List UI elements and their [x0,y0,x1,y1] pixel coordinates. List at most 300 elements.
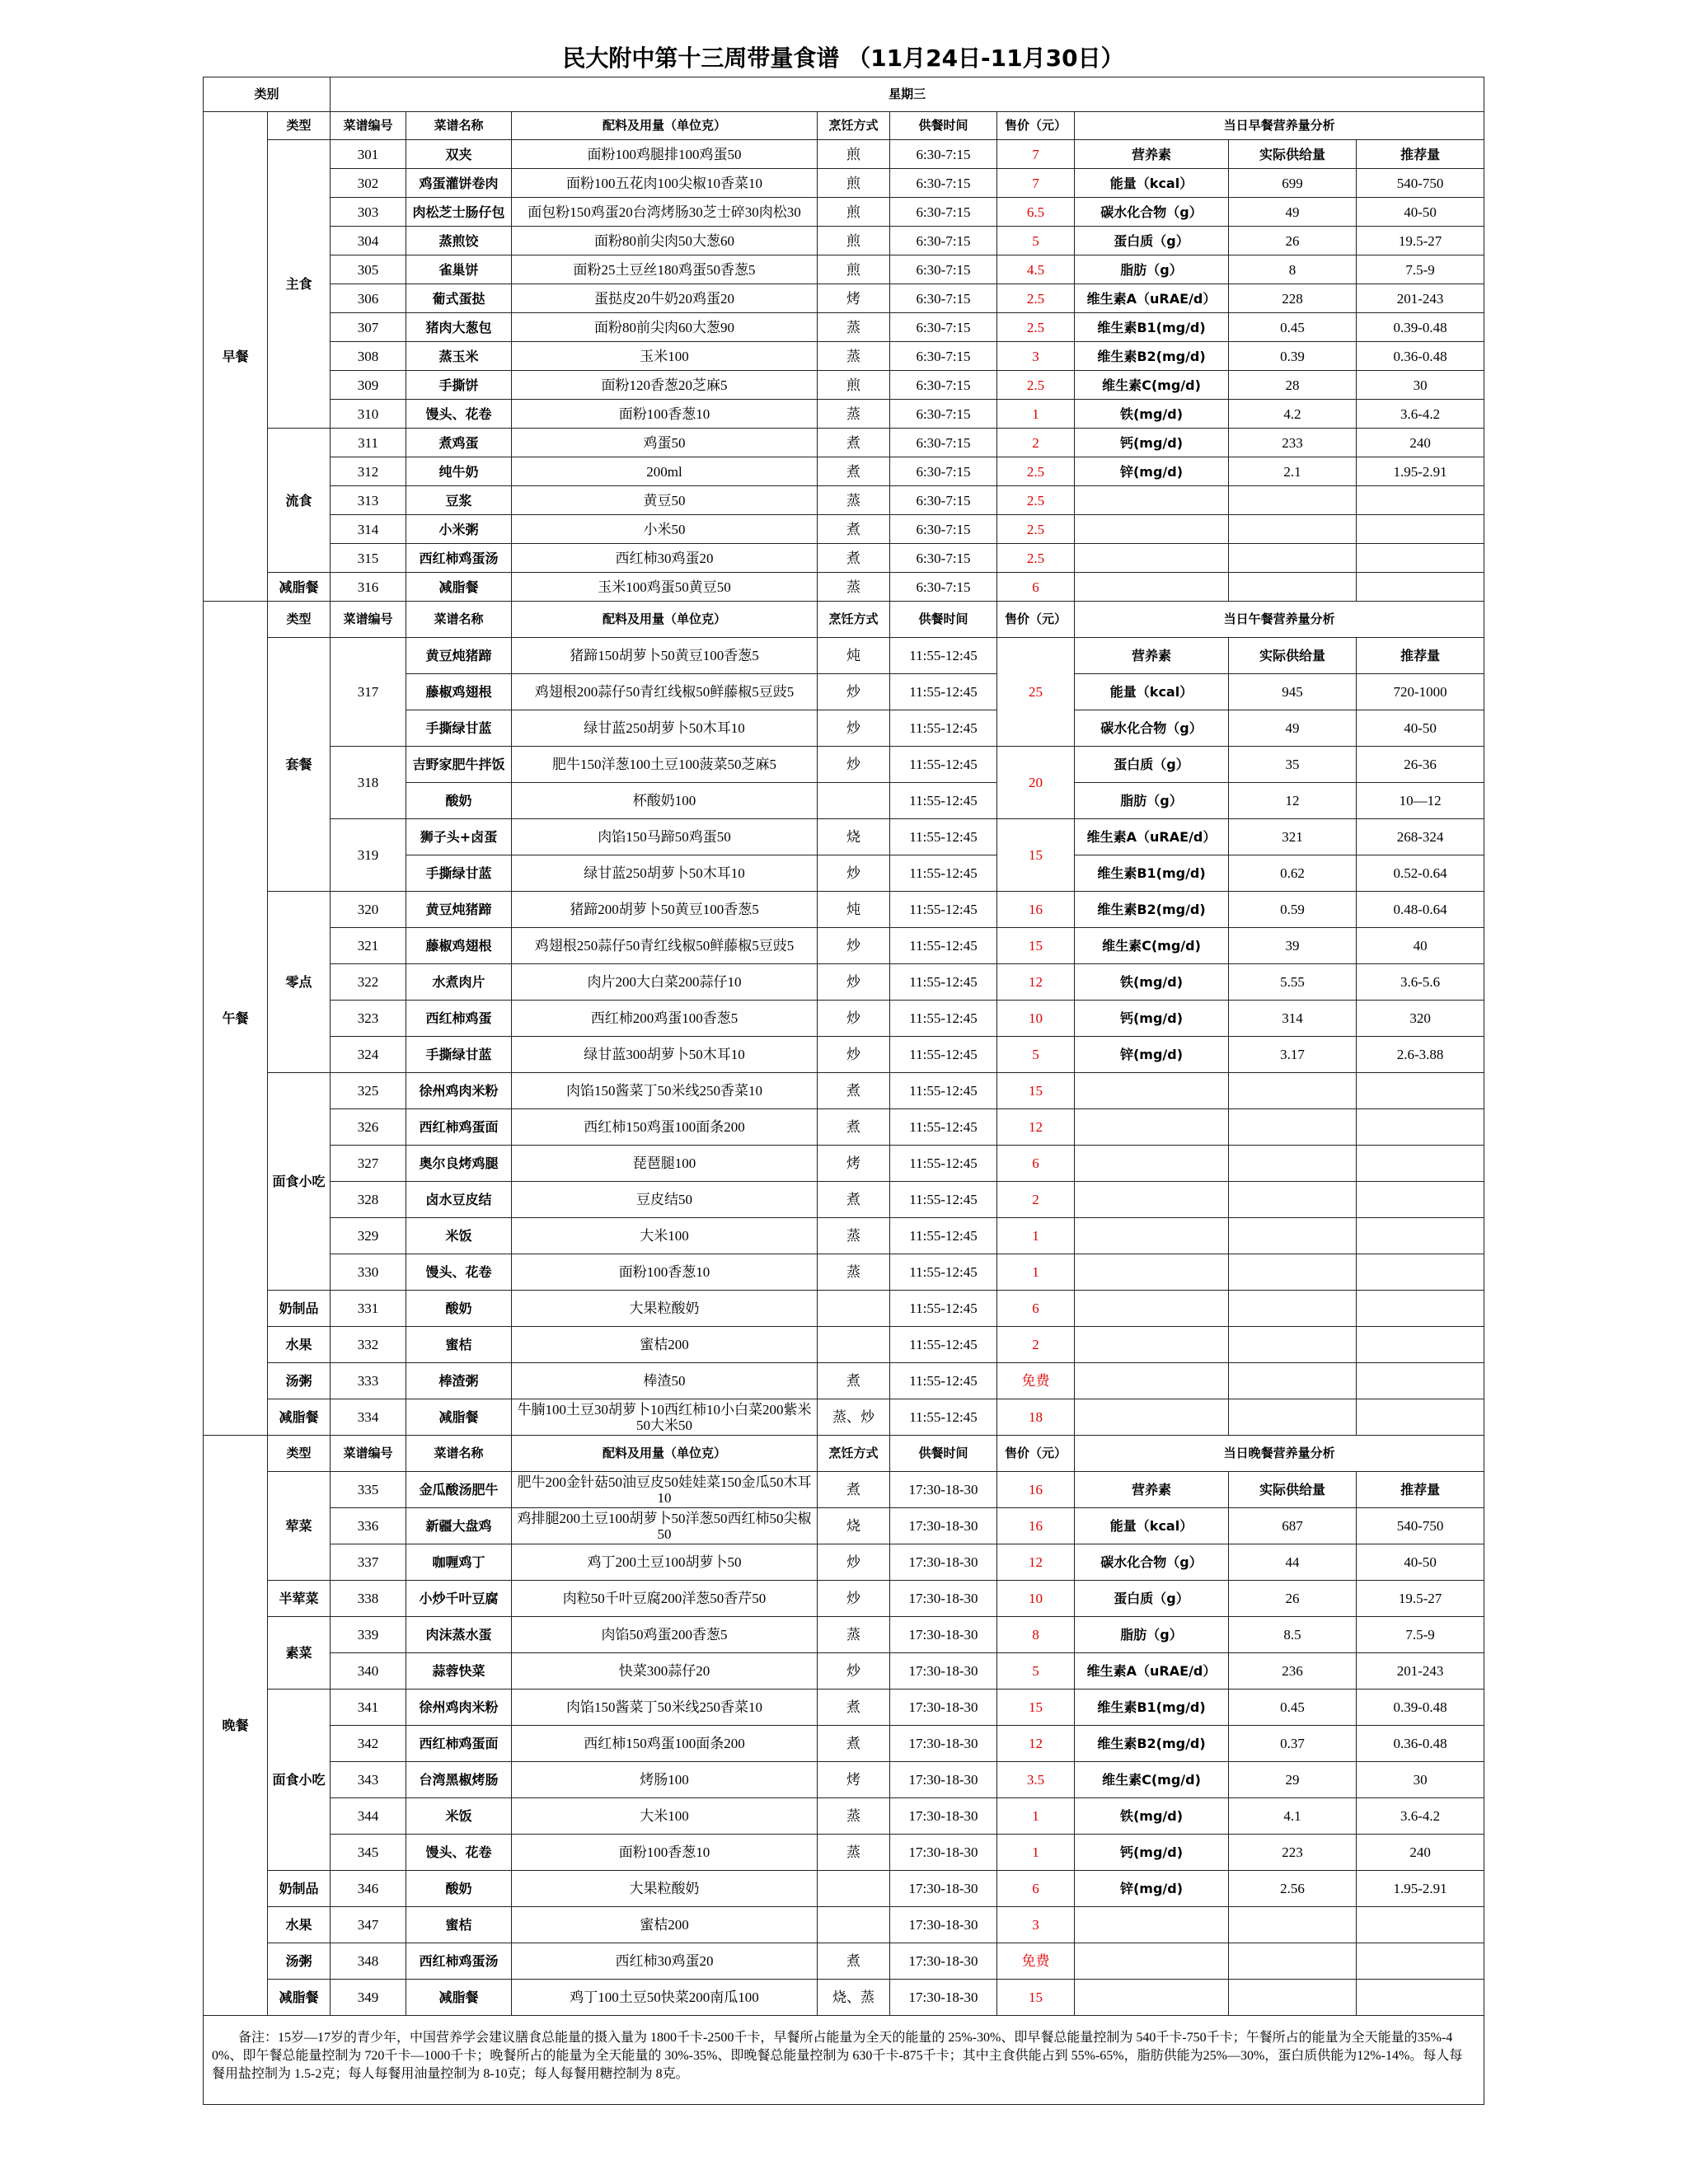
remarks-note: 备注：15岁—17岁的青少年，中国营养学会建议膳食总能量的摄入量为 1800千卡-2500千卡，早餐所占能量为全天的能量的 25%-30%、即早餐总能量控制为 540千卡-750千卡；午餐所占的能量为全天能量的35%-40%、即午餐总能量控制为 720千卡—1000千卡；晚餐所占的能量为全天能量的 30%-35%、即晚餐总能量控制为 630千卡-875千卡；其中主食供能占到 55%-65%，脂肪供能为25%—30%，蛋白质供能为12%-14%。每人每餐用盐控制为 1.5-2克；每人每餐用油量控制为 8-10克；每人每餐用糖控制为 8克。 [204,2016,1484,2105]
nutrient-recommended-value: 19.5-27 [1357,1581,1484,1617]
dish-row [204,400,1484,429]
nutrition-empty-cell [1075,1109,1229,1146]
dish-name: 金瓜酸汤肥牛 [406,1472,512,1508]
nutrition-empty-cell [1357,1399,1484,1436]
nutrient-name: 脂肪（g） [1075,255,1229,284]
nutrition-empty-cell [1229,1399,1357,1436]
meal-header-row [204,602,1484,638]
dish-cooking-method: 蒸 [818,1798,890,1835]
nutrition-empty-cell [1357,1943,1484,1980]
dish-row [204,892,1484,928]
dish-row [204,1762,1484,1798]
dish-price: 3 [997,342,1075,371]
dish-serving-time: 6:30-7:15 [890,486,997,515]
meal-label: 晚餐 [204,1436,268,2016]
dish-cooking-method [818,1327,890,1363]
nutrient-name: 铁(mg/d) [1075,1798,1229,1835]
dish-serving-time: 11:55-12:45 [890,855,997,892]
dish-cooking-method: 炖 [818,638,890,674]
dish-row [204,198,1484,227]
dish-ingredients: 玉米100 [512,342,818,371]
dish-ingredients: 肉馅150酱菜丁50米线250香菜10 [512,1073,818,1109]
dish-name: 肉松芝士肠仔包 [406,198,512,227]
dish-row [204,1254,1484,1291]
dish-code: 333 [331,1363,406,1399]
nutrient-actual-value: 5.55 [1229,964,1357,1001]
column-header-price: 售价（元） [997,1436,1075,1472]
nutrition-empty-cell [1357,1291,1484,1327]
nutrient-recommended-value: 540-750 [1357,1508,1484,1544]
dish-row [204,819,1484,855]
dish-price: 1 [997,1254,1075,1291]
dish-row [204,1726,1484,1762]
dish-name: 西红柿鸡蛋汤 [406,1943,512,1980]
dish-cooking-method: 烤 [818,284,890,313]
nutrient-actual-value: 28 [1229,371,1357,400]
dish-serving-time: 17:30-18-30 [890,1690,997,1726]
weekday-header: 星期三 [331,77,1484,112]
dish-row [204,169,1484,198]
dish-name: 馒头、花卷 [406,1254,512,1291]
dish-ingredients: 肥牛150洋葱100土豆100菠菜50芝麻5 [512,747,818,783]
nutrient-name: 维生素B1(mg/d) [1075,1690,1229,1726]
nutrient-name: 碳水化合物（g） [1075,710,1229,747]
nutrition-empty-cell [1075,486,1229,515]
dish-cooking-method: 煮 [818,544,890,573]
dish-code: 335 [331,1472,406,1508]
dish-serving-time: 11:55-12:45 [890,747,997,783]
nutrient-actual-value: 699 [1229,169,1357,198]
dish-name: 蒸煎饺 [406,227,512,255]
column-header-code: 菜谱编号 [331,1436,406,1472]
nutrient-recommended-value: 201-243 [1357,1653,1484,1690]
column-header-time: 供餐时间 [890,1436,997,1472]
dish-price: 2.5 [997,515,1075,544]
nutrition-analysis-title: 当日早餐营养量分析 [1075,112,1484,140]
dish-price: 10 [997,1581,1075,1617]
category-header: 类别 [204,77,331,112]
nutrition-column-recommended: 推荐量 [1357,1472,1484,1508]
nutrient-actual-value: 687 [1229,1508,1357,1544]
column-header-ingredients: 配料及用量（单位克） [512,602,818,638]
dish-row [204,227,1484,255]
dish-ingredients: 鸡排腿200土豆100胡萝卜50洋葱50西红柿50尖椒50 [512,1508,818,1544]
dish-cooking-method: 煎 [818,140,890,169]
dish-cooking-method: 煎 [818,169,890,198]
dish-cooking-method: 煮 [818,1109,890,1146]
dish-serving-time: 11:55-12:45 [890,674,997,710]
dish-cooking-method: 煮 [818,1182,890,1218]
dish-serving-time: 11:55-12:45 [890,783,997,819]
nutrient-actual-value: 8 [1229,255,1357,284]
dish-row [204,140,1484,169]
dish-name: 手撕绿甘蓝 [406,1037,512,1073]
dish-ingredients: 西红柿30鸡蛋20 [512,544,818,573]
dish-name: 徐州鸡肉米粉 [406,1073,512,1109]
column-header-type: 类型 [268,602,331,638]
dish-price: 7 [997,169,1075,198]
dish-ingredients: 蛋挞皮20牛奶20鸡蛋20 [512,284,818,313]
nutrient-recommended-value: 2.6-3.88 [1357,1037,1484,1073]
dish-serving-time: 11:55-12:45 [890,710,997,747]
dish-type: 零点 [268,892,331,1073]
dish-serving-time: 11:55-12:45 [890,1399,997,1436]
remarks-row [204,2016,1484,2105]
nutrient-name: 维生素A（uRAE/d） [1075,1653,1229,1690]
dish-price: 免费 [997,1943,1075,1980]
dish-ingredients: 肥牛200金针菇50油豆皮50娃娃菜150金瓜50木耳10 [512,1472,818,1508]
dish-code: 304 [331,227,406,255]
dish-row [204,1218,1484,1254]
nutrition-empty-cell [1229,1146,1357,1182]
nutrient-recommended-value: 1.95-2.91 [1357,457,1484,486]
dish-ingredients: 肉粒50千叶豆腐200洋葱50香芹50 [512,1581,818,1617]
dish-cooking-method: 炒 [818,855,890,892]
dish-ingredients: 鸡丁100土豆50快菜200南瓜100 [512,1980,818,2016]
dish-price: 5 [997,1037,1075,1073]
dish-cooking-method: 蒸 [818,342,890,371]
dish-ingredients: 猪蹄150胡萝卜50黄豆100香葱5 [512,638,818,674]
dish-name: 蜜桔 [406,1907,512,1943]
dish-price: 1 [997,1835,1075,1871]
dish-cooking-method: 蒸 [818,1254,890,1291]
nutrition-empty-cell [1075,1980,1229,2016]
dish-ingredients: 琵琶腿100 [512,1146,818,1182]
table-top-header-row [204,77,1484,112]
dish-code: 321 [331,928,406,964]
dish-cooking-method: 煎 [818,198,890,227]
dish-row [204,486,1484,515]
dish-price: 2 [997,1327,1075,1363]
dish-code: 309 [331,371,406,400]
nutrition-empty-cell [1075,1073,1229,1109]
nutrition-column-nutrient: 营养素 [1075,140,1229,169]
dish-name: 馒头、花卷 [406,400,512,429]
dish-type: 减脂餐 [268,1399,331,1436]
nutrition-empty-cell [1229,1291,1357,1327]
dish-serving-time: 11:55-12:45 [890,1254,997,1291]
dish-cooking-method [818,1871,890,1907]
dish-price: 3.5 [997,1762,1075,1798]
nutrition-empty-cell [1075,1943,1229,1980]
column-header-type: 类型 [268,112,331,140]
dish-serving-time: 17:30-18-30 [890,1762,997,1798]
nutrient-actual-value: 0.39 [1229,342,1357,371]
dish-cooking-method: 烧 [818,1508,890,1544]
dish-code: 347 [331,1907,406,1943]
dish-price: 16 [997,1472,1075,1508]
dish-serving-time: 17:30-18-30 [890,1980,997,2016]
dish-cooking-method: 炒 [818,1001,890,1037]
dish-serving-time: 6:30-7:15 [890,284,997,313]
nutrition-empty-cell [1229,486,1357,515]
dish-name: 减脂餐 [406,1980,512,2016]
dish-name: 西红柿鸡蛋面 [406,1109,512,1146]
nutrition-empty-cell [1229,1943,1357,1980]
nutrient-recommended-value: 0.36-0.48 [1357,342,1484,371]
dish-cooking-method: 炒 [818,710,890,747]
dish-cooking-method: 蒸 [818,486,890,515]
dish-cooking-method: 煮 [818,1726,890,1762]
nutrient-actual-value: 2.1 [1229,457,1357,486]
dish-code: 344 [331,1798,406,1835]
dish-price: 12 [997,964,1075,1001]
nutrition-empty-cell [1229,1182,1357,1218]
nutrient-recommended-value: 40-50 [1357,198,1484,227]
dish-name: 西红柿鸡蛋 [406,1001,512,1037]
dish-code: 313 [331,486,406,515]
dish-code: 310 [331,400,406,429]
dish-ingredients: 大果粒酸奶 [512,1871,818,1907]
nutrition-empty-cell [1357,1327,1484,1363]
dish-cooking-method: 炒 [818,928,890,964]
column-header-time: 供餐时间 [890,602,997,638]
dish-ingredients: 面粉25土豆丝180鸡蛋50香葱5 [512,255,818,284]
dish-ingredients: 绿甘蓝250胡萝卜50木耳10 [512,710,818,747]
dish-ingredients: 面粉100香葱10 [512,1835,818,1871]
nutrient-actual-value: 233 [1229,429,1357,457]
nutrient-actual-value: 26 [1229,1581,1357,1617]
dish-code: 349 [331,1980,406,2016]
dish-cooking-method: 煮 [818,1690,890,1726]
dish-row [204,1037,1484,1073]
dish-serving-time: 11:55-12:45 [890,1291,997,1327]
nutrient-actual-value: 39 [1229,928,1357,964]
nutrient-name: 维生素B2(mg/d) [1075,892,1229,928]
dish-serving-time: 11:55-12:45 [890,1327,997,1363]
dish-price: 2 [997,1182,1075,1218]
nutrition-column-recommended: 推荐量 [1357,140,1484,169]
dish-row [204,313,1484,342]
dish-code: 329 [331,1218,406,1254]
dish-name: 藤椒鸡翅根 [406,928,512,964]
dish-ingredients: 鸡翅根250蒜仔50青红线椒50鲜藤椒5豆豉5 [512,928,818,964]
dish-price: 2.5 [997,457,1075,486]
column-header-method: 烹饪方式 [818,1436,890,1472]
dish-name: 酸奶 [406,1291,512,1327]
dish-name: 豆浆 [406,486,512,515]
nutrition-empty-cell [1075,1399,1229,1436]
nutrition-empty-cell [1357,1146,1484,1182]
nutrient-actual-value: 4.2 [1229,400,1357,429]
nutrition-empty-cell [1075,1218,1229,1254]
dish-name: 新疆大盘鸡 [406,1508,512,1544]
nutrient-actual-value: 2.56 [1229,1871,1357,1907]
nutrient-actual-value: 35 [1229,747,1357,783]
nutrition-empty-cell [1075,544,1229,573]
dish-code: 305 [331,255,406,284]
dish-row [204,1835,1484,1871]
dish-row [204,1653,1484,1690]
dish-price: 2.5 [997,486,1075,515]
nutrient-actual-value: 3.17 [1229,1037,1357,1073]
dish-ingredients: 西红柿30鸡蛋20 [512,1943,818,1980]
dish-ingredients: 杯酸奶100 [512,783,818,819]
dish-price: 8 [997,1617,1075,1653]
nutrition-empty-cell [1357,1218,1484,1254]
dish-type: 套餐 [268,638,331,892]
nutrient-name: 铁(mg/d) [1075,400,1229,429]
nutrient-name: 钙(mg/d) [1075,1835,1229,1871]
dish-ingredients: 面粉100香葱10 [512,400,818,429]
nutrition-empty-cell [1357,573,1484,602]
nutrition-empty-cell [1229,1327,1357,1363]
dish-ingredients: 肉馅150酱菜丁50米线250香菜10 [512,1690,818,1726]
nutrient-name: 铁(mg/d) [1075,964,1229,1001]
dish-code: 334 [331,1399,406,1436]
dish-name: 蒜蓉快菜 [406,1653,512,1690]
dish-cooking-method: 蒸 [818,1835,890,1871]
nutrition-empty-cell [1357,1980,1484,2016]
meal-header-row [204,1436,1484,1472]
nutrient-name: 钙(mg/d) [1075,1001,1229,1037]
dish-name: 米饭 [406,1218,512,1254]
nutrient-actual-value: 223 [1229,1835,1357,1871]
nutrient-recommended-value: 240 [1357,1835,1484,1871]
dish-serving-time: 6:30-7:15 [890,169,997,198]
dish-row [204,928,1484,964]
dish-cooking-method: 炒 [818,1544,890,1581]
dish-code: 332 [331,1327,406,1363]
dish-name: 减脂餐 [406,1399,512,1436]
dish-code: 319 [331,819,406,892]
dish-ingredients: 玉米100鸡蛋50黄豆50 [512,573,818,602]
nutrition-empty-cell [1229,573,1357,602]
dish-name: 酸奶 [406,1871,512,1907]
nutrition-empty-cell [1357,1109,1484,1146]
dish-code: 315 [331,544,406,573]
dish-type: 流食 [268,429,331,573]
dish-price: 6 [997,573,1075,602]
column-header-time: 供餐时间 [890,112,997,140]
dish-code: 314 [331,515,406,544]
dish-name: 卤水豆皮结 [406,1182,512,1218]
dish-row [204,1399,1484,1436]
dish-name: 藤椒鸡翅根 [406,674,512,710]
nutrient-name: 维生素A（uRAE/d） [1075,819,1229,855]
dish-type: 素菜 [268,1617,331,1690]
nutrition-empty-cell [1229,1980,1357,2016]
dish-ingredients: 牛腩100土豆30胡萝卜10西红柿10小白菜200紫米50大米50 [512,1399,818,1436]
dish-code: 338 [331,1581,406,1617]
column-header-code: 菜谱编号 [331,112,406,140]
nutrient-recommended-value: 0.52-0.64 [1357,855,1484,892]
dish-ingredients: 鸡蛋50 [512,429,818,457]
nutrition-empty-cell [1229,1254,1357,1291]
column-header-code: 菜谱编号 [331,602,406,638]
dish-code: 328 [331,1182,406,1218]
nutrient-name: 钙(mg/d) [1075,429,1229,457]
dish-cooking-method: 炒 [818,674,890,710]
dish-serving-time: 6:30-7:15 [890,573,997,602]
dish-ingredients: 西红柿200鸡蛋100香葱5 [512,1001,818,1037]
nutrient-recommended-value: 30 [1357,1762,1484,1798]
nutrition-empty-cell [1075,1907,1229,1943]
nutrition-empty-cell [1357,1363,1484,1399]
dish-row [204,1798,1484,1835]
dish-code: 324 [331,1037,406,1073]
dish-row [204,1182,1484,1218]
dish-row [204,1073,1484,1109]
nutrition-empty-cell [1357,1073,1484,1109]
dish-name: 咖喱鸡丁 [406,1544,512,1581]
dish-row [204,457,1484,486]
dish-cooking-method: 煎 [818,227,890,255]
dish-cooking-method [818,783,890,819]
dish-price: 2.5 [997,544,1075,573]
dish-serving-time: 11:55-12:45 [890,1109,997,1146]
dish-cooking-method: 煮 [818,515,890,544]
dish-price: 16 [997,892,1075,928]
dish-ingredients: 猪蹄200胡萝卜50黄豆100香葱5 [512,892,818,928]
dish-serving-time: 11:55-12:45 [890,1146,997,1182]
dish-ingredients: 豆皮结50 [512,1182,818,1218]
dish-serving-time: 11:55-12:45 [890,819,997,855]
nutrient-actual-value: 44 [1229,1544,1357,1581]
dish-row [204,1508,1484,1544]
dish-name: 棒渣粥 [406,1363,512,1399]
dish-name: 徐州鸡肉米粉 [406,1690,512,1726]
nutrient-recommended-value: 26-36 [1357,747,1484,783]
nutrient-actual-value: 321 [1229,819,1357,855]
nutrient-actual-value: 0.59 [1229,892,1357,928]
dish-ingredients: 面粉120香葱20芝麻5 [512,371,818,400]
dish-row [204,371,1484,400]
dish-ingredients: 肉馅150马蹄50鸡蛋50 [512,819,818,855]
nutrient-recommended-value: 320 [1357,1001,1484,1037]
dish-ingredients: 大果粒酸奶 [512,1291,818,1327]
dish-code: 341 [331,1690,406,1726]
nutrient-name: 蛋白质（g） [1075,747,1229,783]
nutrient-actual-value: 29 [1229,1762,1357,1798]
dish-cooking-method: 炒 [818,964,890,1001]
nutrition-empty-cell [1075,1254,1229,1291]
dish-cooking-method: 炒 [818,1653,890,1690]
dish-price: 6 [997,1146,1075,1182]
dish-code: 322 [331,964,406,1001]
column-header-method: 烹饪方式 [818,112,890,140]
nutrition-column-recommended: 推荐量 [1357,638,1484,674]
nutrition-empty-cell [1357,1907,1484,1943]
nutrient-name: 维生素B1(mg/d) [1075,855,1229,892]
dish-cooking-method: 炒 [818,1037,890,1073]
nutrient-actual-value: 228 [1229,284,1357,313]
dish-row [204,1907,1484,1943]
nutrient-actual-value: 26 [1229,227,1357,255]
dish-cooking-method: 炒 [818,747,890,783]
nutrient-recommended-value: 1.95-2.91 [1357,1871,1484,1907]
dish-serving-time: 11:55-12:45 [890,638,997,674]
dish-type: 水果 [268,1907,331,1943]
dish-price: 15 [997,928,1075,964]
dish-serving-time: 17:30-18-30 [890,1544,997,1581]
nutrient-recommended-value: 3.6-4.2 [1357,400,1484,429]
column-header-price: 售价（元） [997,602,1075,638]
column-header-type: 类型 [268,1436,331,1472]
dish-ingredients: 面粉80前尖肉50大葱60 [512,227,818,255]
column-header-name: 菜谱名称 [406,1436,512,1472]
dish-row [204,1001,1484,1037]
dish-price: 25 [997,638,1075,747]
dish-ingredients: 鸡翅根200蒜仔50青红线椒50鲜藤椒5豆豉5 [512,674,818,710]
dish-row [204,1690,1484,1726]
dish-type: 水果 [268,1327,331,1363]
nutrient-name: 蛋白质（g） [1075,227,1229,255]
nutrition-column-actual: 实际供给量 [1229,1472,1357,1508]
nutrition-analysis-title: 当日午餐营养量分析 [1075,602,1484,638]
dish-serving-time: 6:30-7:15 [890,457,997,486]
nutrient-name: 碳水化合物（g） [1075,198,1229,227]
